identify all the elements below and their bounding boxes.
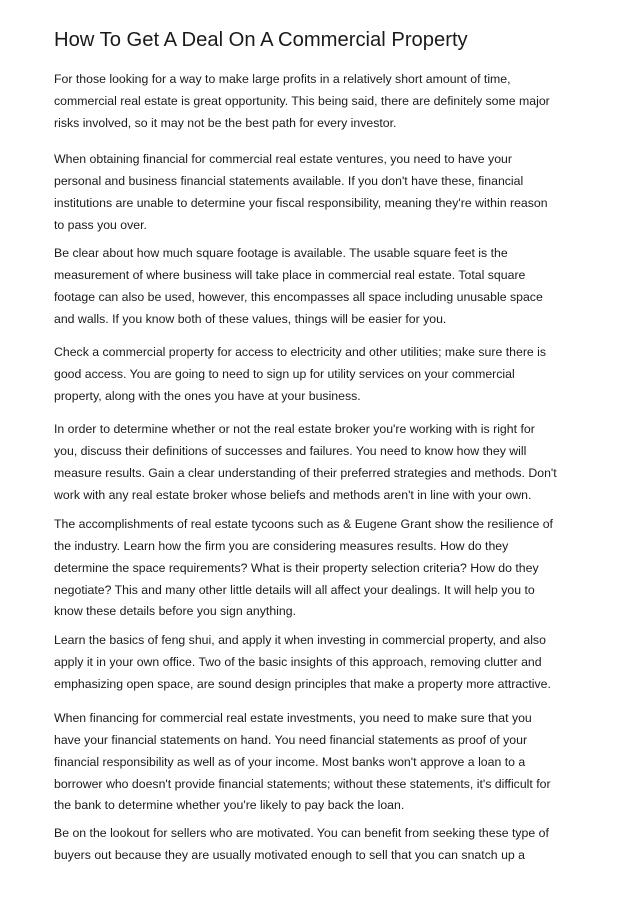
- paragraph-line: financial responsibility as well as of your income. Most banks won't approve a loan to a: [54, 754, 526, 769]
- paragraph-line: know these details before you sign anything.: [54, 604, 296, 619]
- paragraph-line: In order to determine whether or not the real estate broker you're working with is right for: [54, 422, 535, 436]
- paragraph-line: Learn the basics of feng shui, and apply it when investing in commercial property, and also: [54, 633, 546, 647]
- paragraph-8: [54, 708, 584, 817]
- paragraph-line: the bank to determine whether you're likely to pay back the loan.: [54, 798, 405, 813]
- paragraph-line: footage can also be used, however, this encompasses all space including unusable space: [54, 289, 543, 304]
- paragraph-4: [54, 342, 584, 408]
- paragraph-line: the industry. Learn how the firm you are considering measures results. How do they: [54, 538, 509, 553]
- paragraph-line: When financing for commercial real estate investments, you need to make sure that you: [54, 711, 532, 725]
- paragraph-2: [54, 149, 584, 236]
- paragraph-3: [54, 243, 584, 330]
- paragraph-line: and walls. If you know both of these values, things will be easier for you.: [54, 311, 447, 326]
- paragraph-line: buyers out because they are usually motivated enough to sell that you can snatch up a: [54, 847, 525, 862]
- paragraph-7: [54, 630, 584, 696]
- paragraph-line: measurement of where business will take place in commercial real estate. Total square: [54, 267, 526, 282]
- paragraph-line: Be clear about how much square footage is available. The usable square feet is the: [54, 246, 508, 260]
- paragraph-line: measure results. Gain a clear understanding of their preferred strategies and methods. Don't: [54, 465, 557, 480]
- paragraph-1: [54, 69, 584, 135]
- paragraph-line: commercial real estate is great opportunity. This being said, there are definitely some major: [54, 93, 550, 108]
- document-title: How To Get A Deal On A Commercial Property: [54, 29, 468, 51]
- paragraph-line: borrower who doesn't provide financial statements; without these statements, it's difficult for: [54, 776, 551, 791]
- paragraph-line: emphasizing open space, are sound design principles that make a property more attractive.: [54, 676, 551, 691]
- paragraph-line: good access. You are going to need to sign up for utility services on your commercial: [54, 366, 515, 381]
- paragraph-line: work with any real estate broker whose beliefs and methods aren't in line with your own.: [54, 487, 532, 502]
- paragraph-line: negotiate? This and many other little details will all affect your dealings. It will help you to: [54, 582, 535, 597]
- paragraph-5: [54, 419, 584, 506]
- paragraph-line: you, discuss their definitions of successes and failures. You need to know how they will: [54, 443, 527, 458]
- paragraph-9: [54, 823, 584, 867]
- paragraph-line: The accomplishments of real estate tycoons such as & Eugene Grant show the resilience of: [54, 517, 553, 531]
- paragraph-line: For those looking for a way to make large profits in a relatively short amount of time,: [54, 72, 511, 86]
- paragraph-line: property, along with the ones you have at your business.: [54, 388, 361, 403]
- paragraph-6: [54, 514, 584, 623]
- paragraph-line: determine the space requirements? What is their property selection criteria? How do they: [54, 560, 539, 575]
- paragraph-line: When obtaining financial for commercial real estate ventures, you need to have your: [54, 152, 512, 166]
- paragraph-line: personal and business financial statements available. If you don't have these, financial: [54, 173, 524, 188]
- paragraph-line: Be on the lookout for sellers who are motivated. You can benefit from seeking these type of: [54, 826, 549, 840]
- paragraph-line: risks involved, so it may not be the best path for every investor.: [54, 115, 397, 130]
- paragraph-line: apply it in your own office. Two of the basic insights of this approach, removing clutter and: [54, 654, 542, 669]
- paragraph-line: to pass you over.: [54, 217, 147, 232]
- paragraph-line: institutions are unable to determine your fiscal responsibility, meaning they're within reason: [54, 195, 548, 210]
- paragraph-line: Check a commercial property for access to electricity and other utilities; make sure there is: [54, 345, 547, 359]
- paragraph-line: have your financial statements on hand. You need financial statements as proof of your: [54, 732, 528, 747]
